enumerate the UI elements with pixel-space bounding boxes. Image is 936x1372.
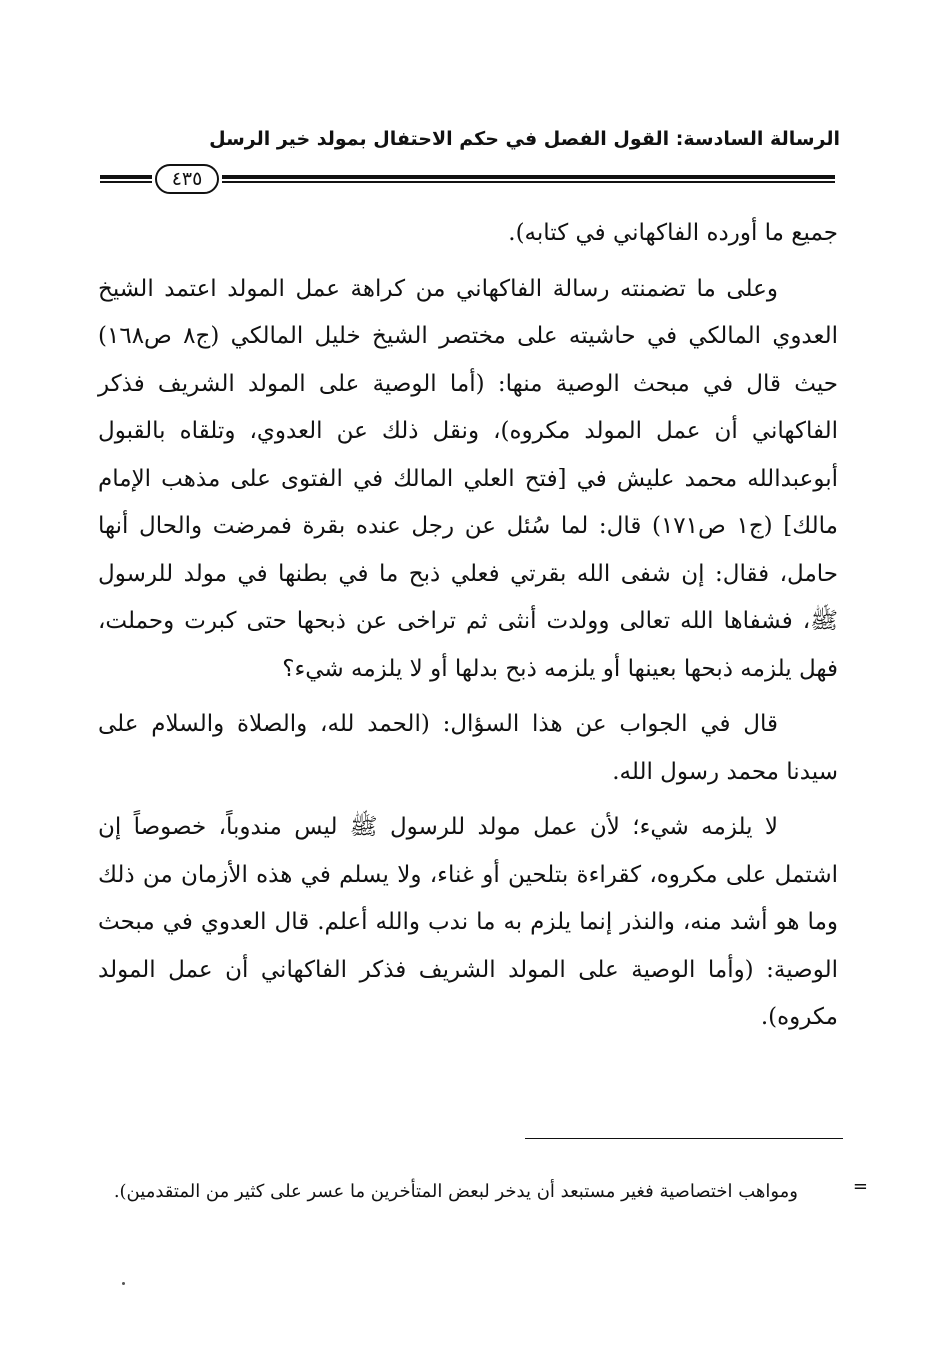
running-header-title: الرسالة السادسة: القول الفصل في حكم الاحتفال بمولد خير الرسل — [209, 128, 840, 150]
paragraph-answer-intro: قال في الجواب عن هذا السؤال: (الحمد لله، والصلاة والسلام على سيدنا محمد رسول الله. — [98, 711, 838, 785]
header-rule-left — [100, 175, 152, 184]
main-text — [98, 210, 838, 1042]
footnote-separator — [525, 1138, 843, 1139]
paragraph-continuation: جميع ما أورده الفاكهاني في كتابه). — [508, 220, 838, 246]
paragraph-adawi-citation: وعلى ما تضمنته رسالة الفاكهاني من كراهة عمل المولد اعتمد الشيخ العدوي المالكي في حاشيته على مختصر الشيخ خليل المالكي (ج٨ ص١٦٨) حيث قال في مبحث الوصية منها: (أما الوصية على المولد الشريف فذكر الفاكهاني أن عمل المولد مكروه)، ونقل ذلك عن العدوي، وتلقاه بالقبول أبوعبدالله محمد عليش في [فتح العلي المالك في الفتوى على مذهب الإمام مالك] (ج١ ص١٧١) قال: لما سُئل عن رجل عنده بقرة فمرضت والحال أنها حامل، فقال: إن شفى الله بقرتي فعلي ذبح ما في بطنها في مولد للرسول ﷺ، فشفاها الله تعالى وولدت أنثى ثم تراخى عن ذبحها حتى كبرت وحملت، فهل يلزمه ذبحها بعينها أو يلزمه ذبح بدلها أو لا يلزمه شيء؟ — [98, 275, 838, 682]
header-rule-right — [222, 175, 835, 184]
page-number: ٤٣٥ — [155, 164, 219, 194]
footnote-text: ومواهب اختصاصية فغير مستبعد أن يدخر لبعض المتأخرين ما عسر على كثير من المتقدمين). — [113, 1181, 798, 1202]
footnote-continuation-mark: = — [852, 1176, 868, 1197]
scan-speck — [122, 1282, 125, 1285]
header-rule — [100, 164, 835, 194]
footnote — [98, 1176, 868, 1208]
paragraph-answer-ruling: لا يلزمه شيء؛ لأن عمل مولد للرسول ﷺ ليس مندوباً، خصوصاً إن اشتمل على مكروه، كقراءة بتلحين أو غناء، ولا يسلم في هذه الأزمان من ذلك وما هو أشد منه، والنذر إنما يلزم به ما ندب والله أعلم. قال العدوي في مبحث الوصية: (وأما الوصية على المولد الشريف فذكر الفاكهاني أن عمل المولد مكروه). — [98, 814, 838, 1030]
